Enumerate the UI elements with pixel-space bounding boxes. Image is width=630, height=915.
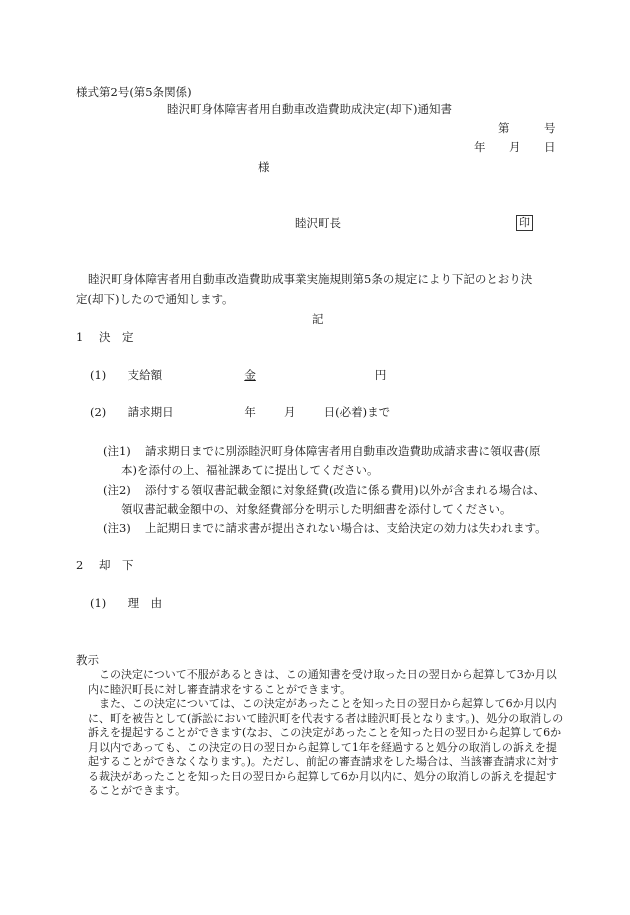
section-2-heading	[76, 557, 133, 573]
date-day: 日	[544, 140, 556, 154]
deadline-day: 日(必着)まで	[323, 405, 391, 419]
intro-line-2: 定(却下)したので通知します。	[76, 292, 234, 306]
amount-prefix: 金	[244, 368, 256, 382]
kyoji-heading: 教示	[76, 653, 99, 667]
seal-stamp	[516, 214, 533, 231]
note-2-text-1: 添付する領収書記載金額に対象経費(改造に係る費用)以外が含まれる場合は、	[145, 483, 545, 497]
payment-amount-label: 支給額	[127, 368, 163, 382]
document-title: 睦沢町身体障害者用自動車改造費助成決定(却下)通知書	[167, 102, 452, 116]
date-month: 月	[509, 140, 521, 154]
note-2-label: (注2)	[103, 483, 131, 497]
section-2-number: 2	[76, 558, 84, 572]
reason-row	[90, 595, 162, 611]
note-2-line-2: 領収書記載金額中の、対象経費部分を明示した明細書を添付してください。	[121, 502, 512, 516]
kyoji-paragraph-1: この決定について不服があるときは、この通知書を受け取った日の翌日から起算して3か月以内に睦沢町長に対し審査請求をすることができます。	[88, 668, 557, 696]
note-3-label: (注3)	[103, 521, 131, 535]
payment-amount-row	[90, 367, 386, 383]
item-2-number: (2)	[90, 405, 107, 419]
ki-heading: 記	[312, 312, 324, 326]
reason-number: (1)	[90, 596, 107, 610]
kyoji-paragraph-2: また、この決定については、この決定があったことを知った日の翌日から起算して6か月以内に、町を被告として(訴訟において睦沢町を代表する者は睦沢町長となります。)、処分の取消しの訴えを提起することができます(なお、この決定があったことを知った日の翌日から起算して6か月以内であっても、この決定の日の翌日から起算して1年を経過すると処分の取消しの訴えを提起することができなくなります。)。ただし、前記の審査請求をした場合は、当該審査請求に対する裁決があったことを知った日の翌日から起算して6か月以内に、処分の取消しの訴えを提起することができます。	[88, 697, 564, 797]
note-2-line-1	[103, 482, 545, 498]
deadline-month: 月	[283, 405, 296, 419]
amount-field	[244, 367, 386, 383]
kyoji-body	[88, 668, 566, 799]
seal-label: 印	[516, 215, 533, 231]
section-1-number: 1	[76, 330, 84, 344]
issuer-name: 睦沢町長	[295, 216, 341, 230]
claim-deadline-label: 請求期日	[127, 405, 174, 419]
item-1-number: (1)	[90, 368, 107, 382]
note-1-line-2: 本)を添付の上、福祉課あてに提出してください。	[121, 463, 379, 477]
section-1-heading	[76, 329, 133, 345]
section-2-label: 却 下	[98, 558, 134, 572]
note-3-line-1	[103, 520, 547, 536]
claim-deadline-row	[90, 404, 390, 420]
reason-label: 理 由	[127, 596, 163, 610]
section-1-label: 決 定	[98, 330, 134, 344]
note-1-line-1	[103, 443, 540, 459]
deadline-year: 年	[244, 405, 256, 419]
note-1-label: (注1)	[103, 444, 131, 458]
amount-suffix: 円	[374, 368, 387, 382]
number-dai: 第	[498, 121, 510, 135]
recipient-sama: 様	[258, 160, 270, 174]
number-go: 号	[544, 121, 556, 135]
form-number: 様式第2号(第5条関係)	[76, 85, 192, 99]
note-3-text-1: 上記期日までに請求書が提出されない場合は、支給決定の効力は失われます。	[145, 521, 547, 535]
note-1-text-1: 請求期日までに別添睦沢町身体障害者用自動車改造費助成請求書に領収書(原	[145, 444, 541, 458]
intro-line-1: 睦沢町身体障害者用自動車改造費助成事業実施規則第5条の規定により下記のとおり決	[88, 272, 533, 286]
date-year: 年	[474, 140, 486, 154]
